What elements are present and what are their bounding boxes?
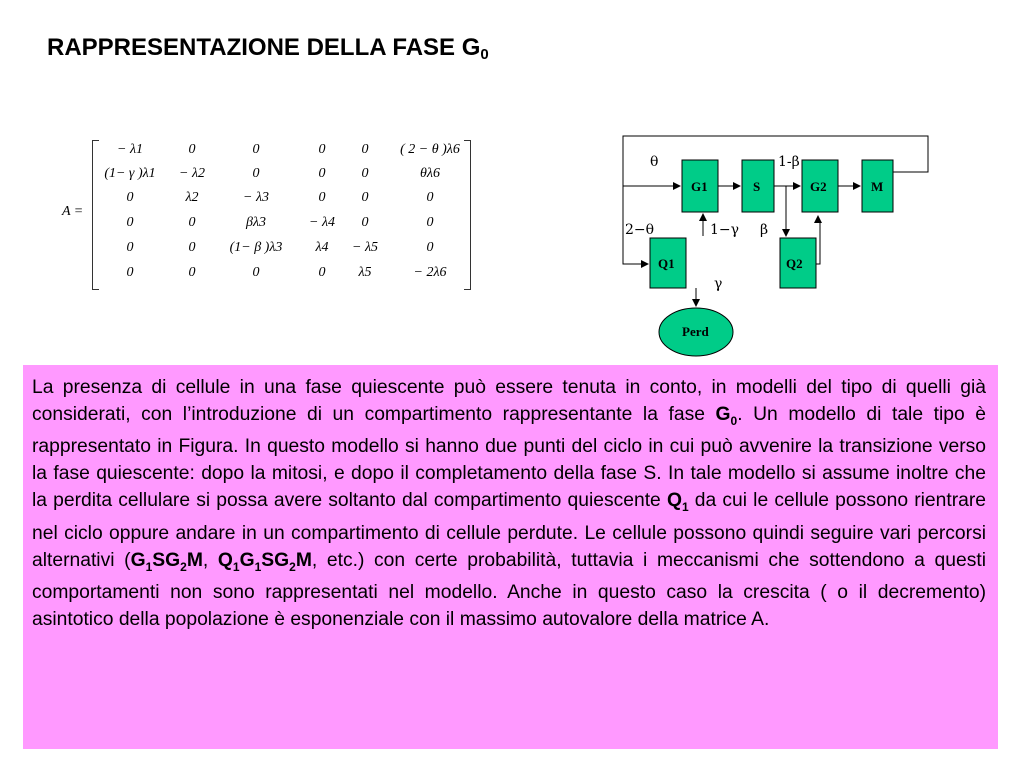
matrix-cell: 0	[361, 215, 369, 230]
matrix-cell: (1− β )λ3	[229, 240, 283, 255]
node-s-label: S	[753, 179, 761, 194]
matrix-equation	[60, 138, 480, 293]
matrix-cell: θλ6	[420, 166, 440, 181]
matrix-lhs: A =	[62, 204, 84, 219]
matrix-cell: (1− γ )λ1	[104, 166, 156, 181]
description-box	[23, 365, 998, 749]
label-gamma: γ	[714, 276, 723, 292]
bold-q1: $Q_1$	[666, 490, 689, 514]
label-one-minus-gamma: 1−γ	[710, 222, 740, 238]
node-g1-label: G1	[691, 179, 708, 194]
matrix-cell: − λ4	[308, 215, 336, 230]
cell-cycle-diagram	[598, 128, 958, 368]
bold-g0: $G_0$	[715, 403, 738, 428]
matrix-cell: 0	[426, 215, 434, 230]
matrix-cell: − 2λ6	[413, 265, 447, 280]
label-one-minus-beta: 1-β	[778, 154, 800, 170]
matrix-cell: 0	[188, 240, 196, 255]
matrix-cell: 0	[426, 190, 434, 205]
matrix-cell: λ5	[358, 265, 372, 280]
matrix-cell: 0	[126, 265, 134, 280]
matrix-cell: 0	[361, 142, 369, 157]
arrow-q2-to-g2	[816, 216, 820, 264]
page-title: RAPPRESENTAZIONE DELLA FASE $G_0$	[47, 34, 489, 63]
description-paragraph: La presenza di cellule in una fase quiescente può essere tenuta in conto, in modelli del tipo di quelli già considerati, con l’introduzione di un compartimento rappresentante la fase $G_0$. Un modello di tale tipo è rappresentato in Figura. In questo modello si hanno due punti del ciclo in cui può avvenire la transizione verso la fase quiescente: dopo la mitosi, e dopo il completamento della fase S. In tale modello si assume inoltre che la perdita cellulare si possa avere soltanto dal compartimento quiescente $Q_1$ da cui le cellule possono rientrare nel ciclo oppure andare in un compartimento di cellule perdute. Le cellule possono quindi seguire vari percorsi alternativi ($G_1SG_2M$, $Q_1G_1SG_2M$, etc.) con certe probabilità, tuttavia i meccanismi che sottendono a questi comportamenti non sono rappresentati nel modello. Anche in questo caso la crescita ( o il decremento) asintotico della popolazione è esponenziale con il massimo autovalore della matrice A.	[32, 377, 986, 630]
matrix-cell: λ2	[185, 190, 199, 205]
matrix-cell: 0	[252, 142, 260, 157]
matrix-cell: 0	[126, 215, 134, 230]
matrix-cell: 0	[318, 190, 326, 205]
matrix-cell: λ4	[315, 240, 329, 255]
label-theta: θ	[650, 154, 659, 170]
matrix-cell: 0	[188, 215, 196, 230]
matrix-cell: − λ2	[178, 166, 206, 181]
node-perd-label: Perd	[682, 324, 709, 339]
matrix-cell: 0	[318, 166, 326, 181]
matrix-cell: − λ1	[116, 142, 144, 157]
node-q1-label: Q1	[658, 256, 675, 271]
matrix-cell: 0	[252, 265, 260, 280]
matrix-bracket-right	[464, 140, 471, 290]
label-two-minus-theta: 2−θ	[625, 222, 655, 238]
matrix-cell: 0	[426, 240, 434, 255]
matrix-cell: βλ3	[245, 215, 267, 230]
matrix-cell: 0	[188, 265, 196, 280]
matrix-cell: 0	[126, 190, 134, 205]
matrix-bracket-left	[92, 140, 99, 290]
matrix-cell: 0	[188, 142, 196, 157]
matrix-cell: 0	[361, 166, 369, 181]
matrix-cell: ( 2 − θ )λ6	[400, 142, 460, 157]
node-g2-label: G2	[810, 179, 827, 194]
matrix-cell: 0	[252, 166, 260, 181]
path-g1sg2m: $G_1SG_2M$	[130, 549, 203, 574]
matrix-cell: 0	[126, 240, 134, 255]
matrix-cell: 0	[318, 265, 326, 280]
node-q2-label: Q2	[786, 256, 803, 271]
matrix-cell: − λ3	[242, 190, 270, 205]
node-m-label: M	[871, 179, 884, 194]
label-beta: β	[760, 222, 769, 238]
matrix-cell: 0	[318, 142, 326, 157]
matrix-cell: − λ5	[351, 240, 379, 255]
path-q1g1sg2m: $Q_1G_1SG_2M$	[217, 549, 312, 574]
title-subscript: 0	[480, 46, 489, 63]
matrix-cell: 0	[361, 190, 369, 205]
